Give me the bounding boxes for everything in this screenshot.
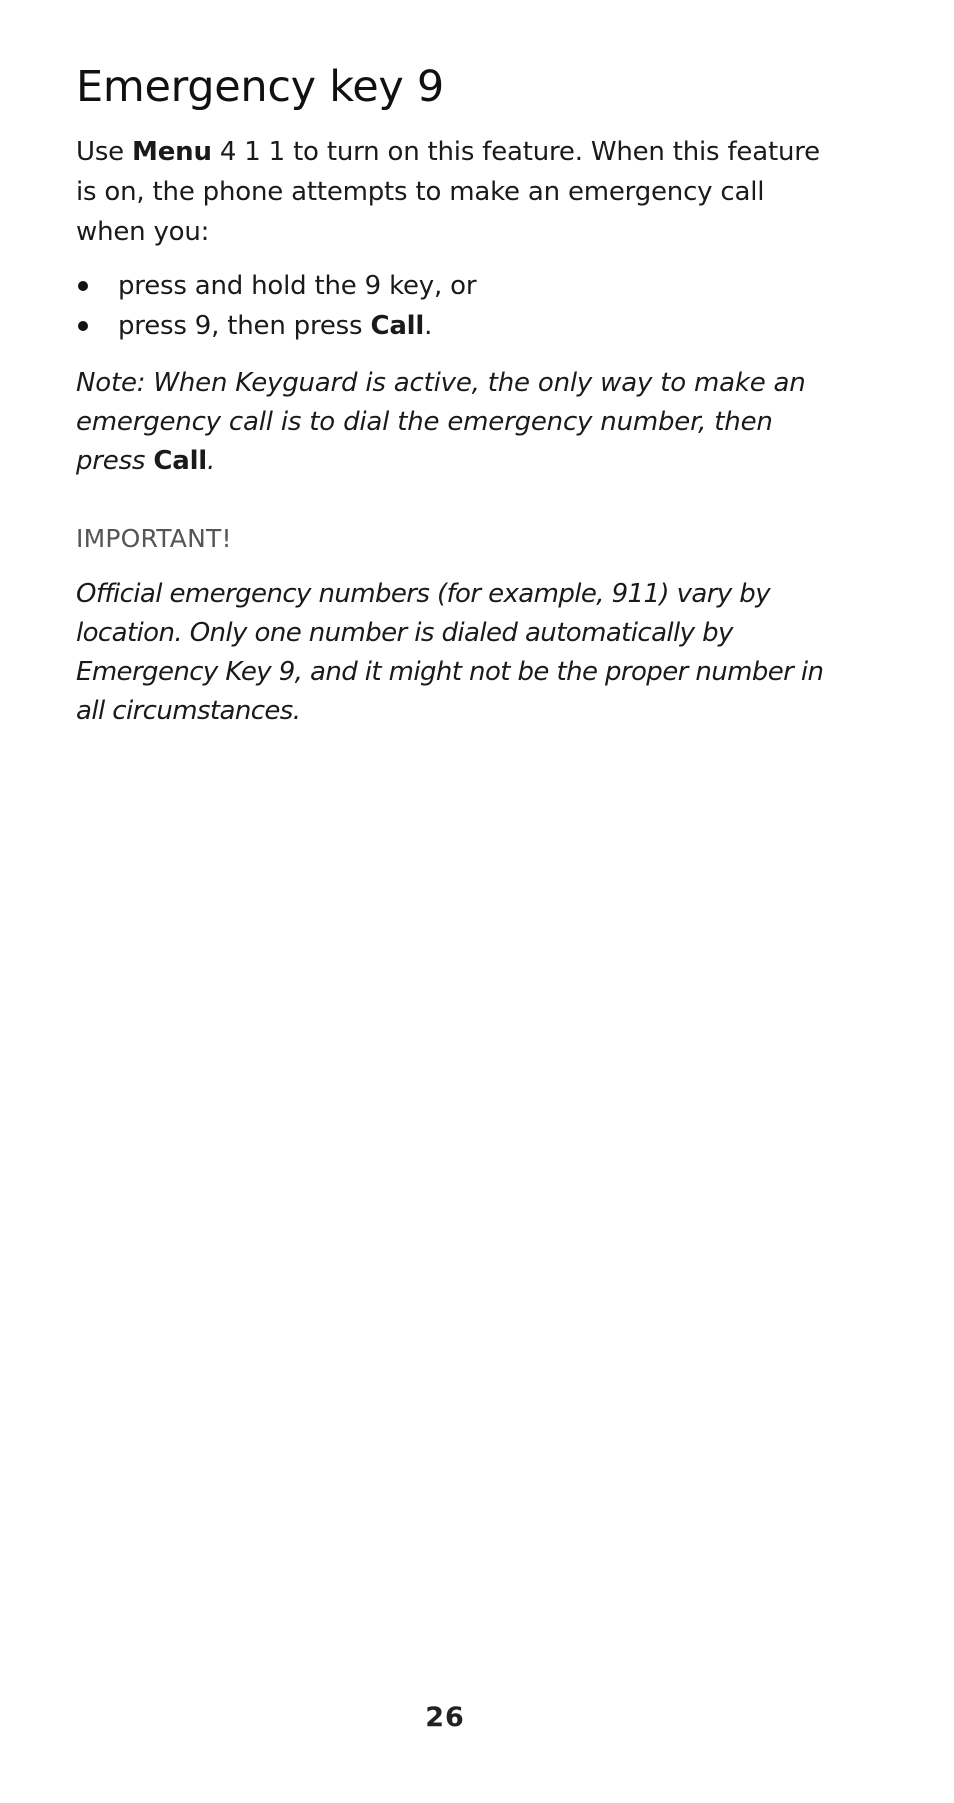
bullet-list — [76, 266, 836, 346]
bullet-text-after: . — [424, 310, 433, 341]
note-text: Note: When Keyguard is active, the only way to make an emergency call is to dial the emergency number, then press — [76, 367, 806, 476]
list-item — [76, 306, 836, 346]
note-paragraph — [76, 364, 836, 481]
intro-use: Use — [76, 136, 133, 167]
intro-paragraph — [76, 132, 836, 252]
bullet-text: press and hold the 9 key, or — [118, 270, 477, 301]
bullet-text: press 9, then press — [118, 310, 371, 341]
page-title: Emergency key 9 — [76, 62, 444, 112]
page-number: 26 — [425, 1702, 465, 1733]
intro-rest: 4 1 1 to turn on this feature. When this feature is on, the phone attempts to make an emergency call when you: — [76, 136, 820, 247]
important-label: IMPORTANT! — [76, 523, 232, 553]
note-call-keyword: Call — [153, 445, 208, 476]
bullet-icon — [78, 321, 88, 331]
menu-keyword: Menu — [132, 136, 212, 167]
call-keyword: Call — [370, 310, 425, 341]
important-text: Official emergency numbers (for example, 911) vary by location. Only one number is dialed automatically by Emergency Key 9, and it might not be the proper number in all circumstances. — [76, 578, 824, 726]
bullet-icon — [78, 281, 88, 291]
note-text-after: . — [207, 445, 216, 476]
list-item — [76, 266, 836, 306]
page-content — [76, 62, 836, 731]
